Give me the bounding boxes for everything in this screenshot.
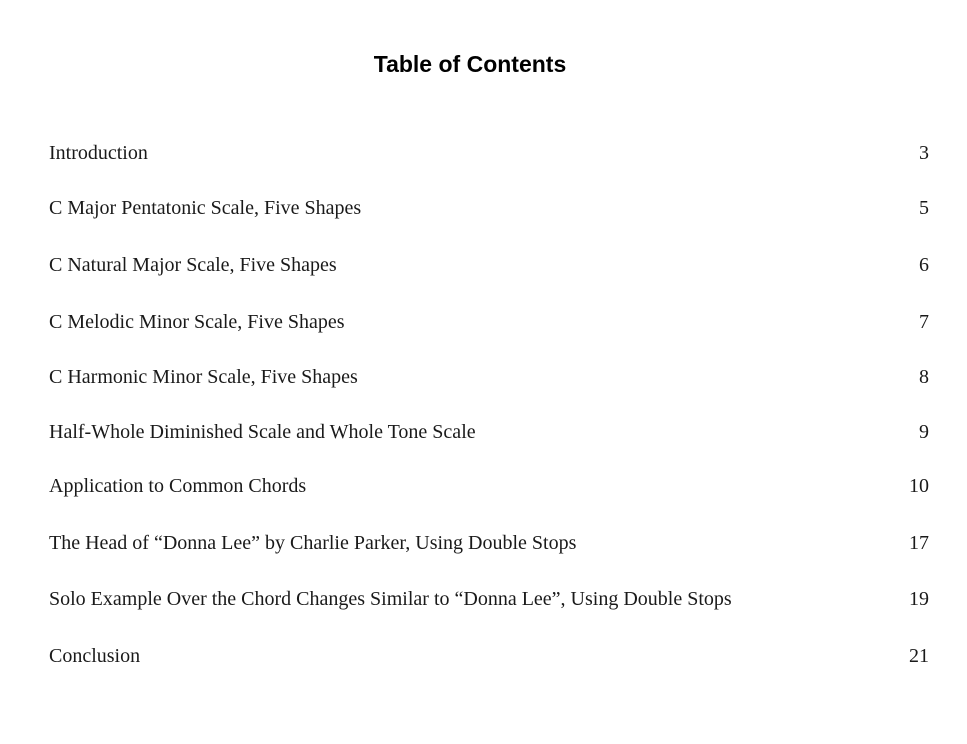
toc-entry: [49, 529, 929, 557]
page-title: Table of Contents: [373, 51, 567, 77]
toc-entry-title: Conclusion: [49, 645, 141, 667]
toc-entry-page-number: 19: [909, 588, 929, 610]
toc-entry: [49, 585, 929, 613]
toc-entry-title: C Major Pentatonic Scale, Five Shapes: [49, 197, 362, 219]
toc-entry: [49, 363, 929, 391]
toc-list: [49, 0, 929, 744]
toc-entry: [49, 251, 929, 279]
toc-entry-page-number: 5: [919, 197, 929, 219]
toc-entry-page-number: 17: [909, 532, 929, 554]
toc-entry-title: The Head of “Donna Lee” by Charlie Parker, Using Double Stops: [49, 532, 577, 554]
toc-entry-title: Half-Whole Diminished Scale and Whole Tone Scale: [49, 421, 476, 443]
toc-entry-title: Application to Common Chords: [49, 475, 307, 497]
toc-entry: [49, 642, 929, 670]
toc-entry: [49, 472, 929, 500]
toc-entry-title: C Natural Major Scale, Five Shapes: [49, 254, 337, 276]
toc-entry-page-number: 3: [919, 142, 929, 164]
toc-entry-page-number: 8: [919, 366, 929, 388]
toc-entry-page-number: 7: [919, 311, 929, 333]
toc-entry-title: C Melodic Minor Scale, Five Shapes: [49, 311, 345, 333]
toc-entry-page-number: 10: [909, 475, 929, 497]
toc-entry: [49, 139, 929, 167]
toc-entry: [49, 308, 929, 336]
toc-entry-page-number: 9: [919, 421, 929, 443]
toc-entry-title: Solo Example Over the Chord Changes Similar to “Donna Lee”, Using Double Stops: [49, 588, 732, 610]
toc-entry: [49, 194, 929, 222]
toc-entry-page-number: 21: [909, 645, 929, 667]
toc-entry-title: C Harmonic Minor Scale, Five Shapes: [49, 366, 358, 388]
toc-entry: [49, 418, 929, 446]
toc-entry-page-number: 6: [919, 254, 929, 276]
toc-entry-title: Introduction: [49, 142, 148, 164]
